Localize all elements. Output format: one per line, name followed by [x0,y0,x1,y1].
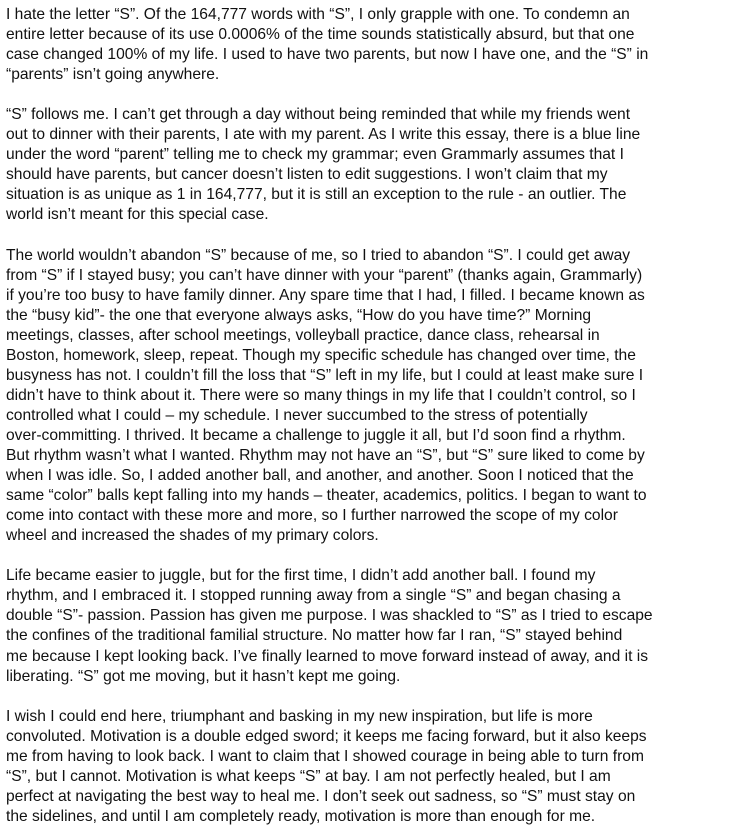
text-line: meetings, classes, after school meetings, volleyball practice, dance class, rehearsal in [6,326,600,344]
text-line: The world wouldn’t abandon “S” because of me, so I tried to abandon “S”. I could get away [6,246,631,264]
text-line: liberating. “S” got me moving, but it hasn’t kept me going. [6,667,401,685]
paragraph-4 [6,566,733,686]
text-line: case changed 100% of my life. I used to have two parents, but now I have one, and the “S” in [6,46,649,64]
text-line: under the word “parent” telling me to check my grammar; even Grammarly assumes that I [6,146,624,164]
essay-text [6,5,733,827]
text-line: me because I kept looking back. I’ve finally learned to move forward instead of away, and it is [6,647,648,665]
text-line: rhythm, and I embraced it. I stopped running away from a single “S” and began chasing a [6,587,621,605]
text-line: situation is as unique as 1 in 164,777, but it is still an exception to the rule - an outlier. The [6,186,627,204]
text-line: busyness has not. I couldn’t fill the loss that “S” left in my life, but I could at least make sure I [6,366,644,384]
text-line: the “busy kid”- the one that everyone always asks, “How do you have time?” Morning [6,306,592,324]
text-line: from “S” if I stayed busy; you can’t have dinner with your “parent” (thanks again, Grammarly) [6,266,643,284]
text-line: convoluted. Motivation is a double edged sword; it keeps me facing forward, but it also keeps [6,727,647,745]
text-line: controlled what I could – my schedule. I never succumbed to the stress of potentially [6,406,588,424]
text-line: But rhythm wasn’t what I wanted. Rhythm may not have an “S”, but “S” sure liked to come by [6,447,645,465]
text-line: the sidelines, and until I am completely ready, motivation is more than enough for me. [6,807,596,825]
text-line: Boston, homework, sleep, repeat. Though my specific schedule has changed over time, the [6,346,636,364]
text-line: world isn’t meant for this special case. [6,206,269,224]
text-line: when I was idle. So, I added another ball, and another, and another. Soon I noticed that the [6,467,634,485]
text-line: double “S”- passion. Passion has given me purpose. I was shackled to “S” as I tried to escape [6,607,653,625]
text-line: didn’t have to think about it. There were so many things in my life that I couldn’t control, so I [6,386,636,404]
text-line: out to dinner with their parents, I ate with my parent. As I write this essay, there is a blue line [6,126,641,144]
text-line: I wish I could end here, triumphant and basking in my new inspiration, but life is more [6,707,593,725]
text-line: me from having to look back. I want to claim that I showed courage in being able to turn from [6,747,644,765]
paragraph-5 [6,707,733,827]
text-line: if you’re too busy to have family dinner. Any spare time that I had, I filled. I became known as [6,286,645,304]
text-line: entire letter because of its use 0.0006% of the time sounds statistically absurd, but that one [6,26,635,44]
text-line: should have parents, but cancer doesn’t listen to edit suggestions. I won’t claim that my [6,166,608,184]
text-line: wheel and increased the shades of my primary colors. [6,527,379,545]
text-line: “S” follows me. I can’t get through a day without being reminded that while my friends went [6,106,631,124]
paragraph-2 [6,105,733,225]
text-line: same “color” balls kept falling into my hands – theater, academics, politics. I began to want to [6,487,647,505]
paragraph-3 [6,246,733,547]
text-line: I hate the letter “S”. Of the 164,777 words with “S”, I only grapple with one. To condemn an [6,6,630,23]
text-line: “S”, but I cannot. Motivation is what keeps “S” at bay. I am not perfectly healed, but I am [6,767,611,785]
text-line: perfect at navigating the best way to heal me. I don’t seek out sadness, so “S” must stay on [6,787,636,805]
text-line: come into contact with these more and more, so I further narrowed the scope of my color [6,507,618,525]
text-line: Life became easier to juggle, but for the first time, I didn’t add another ball. I found my [6,567,596,585]
text-line: over-committing. I thrived. It became a challenge to juggle it all, but I’d soon find a rhythm. [6,426,626,444]
text-line: the confines of the traditional familial structure. No matter how far I ran, “S” stayed behind [6,627,623,645]
paragraph-1 [6,5,733,85]
text-line: “parents” isn’t going anywhere. [6,66,220,84]
